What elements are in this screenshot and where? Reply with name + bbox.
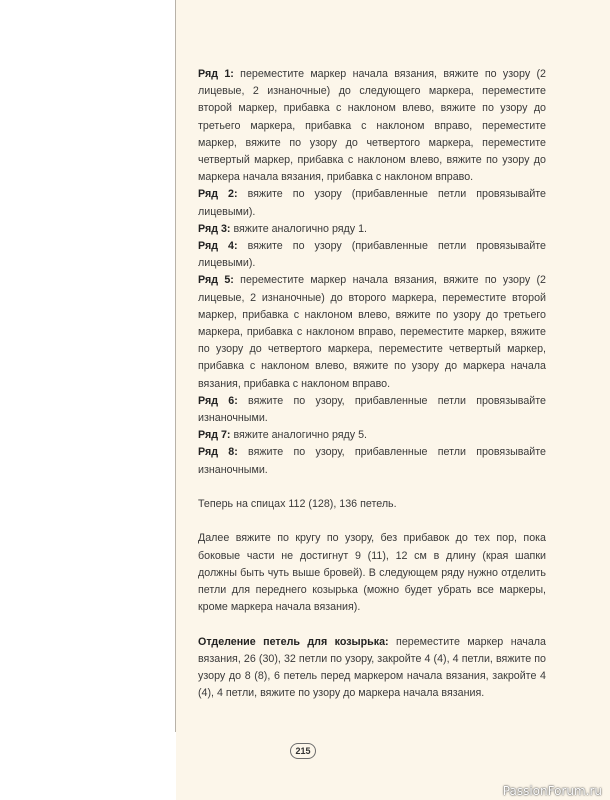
instructions-text [198,66,546,702]
row-3: Ряд 3: вяжите аналогично ряду 1. [198,222,368,235]
spacer [198,616,546,633]
row-8: Ряд 8: вяжите по узору, прибавленные петли провязывайте изнаночными. [198,446,546,476]
row-1: Ряд 1: переместите маркер начала вязания, вяжите по узору (2 лицевые, 2 изнаночные) до следующего маркера, переместите второй маркер, прибавка с наклоном влево, вяжите по узору до третьего маркера, прибавка с наклоном вправо, переместите маркер, вяжите по узору до четвертого маркера, переместите четвертый маркер, прибавка с наклоном влево, вяжите по узору до маркера начала вязания, прибавка с наклоном вправо. [198,68,546,184]
row-4: Ряд 4: вяжите по узору (прибавленные петли провязывайте лицевыми). [198,240,547,270]
row-7: Ряд 7: вяжите аналогично ряду 5. [198,429,368,442]
visor-paragraph: Отделение петель для козырька: переместите маркер начала вязания, 26 (30), 32 петли по узору, закройте 4 (4), 4 петли, вяжите по узору до 8 (8), 6 петель перед маркером начала вязания, закройте 4 (4), 4 петли, вяжите по узору до маркера начала вязания. [198,635,546,700]
row-5: Ряд 5: переместите маркер начала вязания, вяжите по узору (2 лицевые, 2 изнаночные) до второго маркера, переместите второй маркер, прибавка с наклоном влево, вяжите по узору до третьего маркера, прибавка с наклоном вправо, переместите маркер, вяжите по узору до четвертого маркера, переместите четвертый маркер, прибавка с наклоном влево, вяжите по узору до маркера начала вязания, прибавка с наклоном вправо. [198,274,546,390]
row-6: Ряд 6: вяжите по узору, прибавленные петли провязывайте изнаночными. [198,394,546,425]
continue-paragraph: Далее вяжите по кругу по узору, без прибавок до тех пор, пока боковые части не достигнут 9 (11), 12 см в длину (края шапки должны быть чуть выше бровей). В следующем ряду нужно отделить петли для переднего козырька (можно будет убрать все маркеры, кроме маркера начала вязания). [198,532,546,614]
spacer [198,479,546,496]
margin-rule [175,0,176,732]
stitch-count: Теперь на спицах 112 (128), 136 петель. [198,498,397,511]
row-2: Ряд 2: вяжите по узору (прибавленные петли провязывайте лицевыми). [198,188,547,218]
watermark: PassionForum.ru [502,784,602,798]
spacer [198,513,546,530]
page-number: 215 [290,743,316,759]
